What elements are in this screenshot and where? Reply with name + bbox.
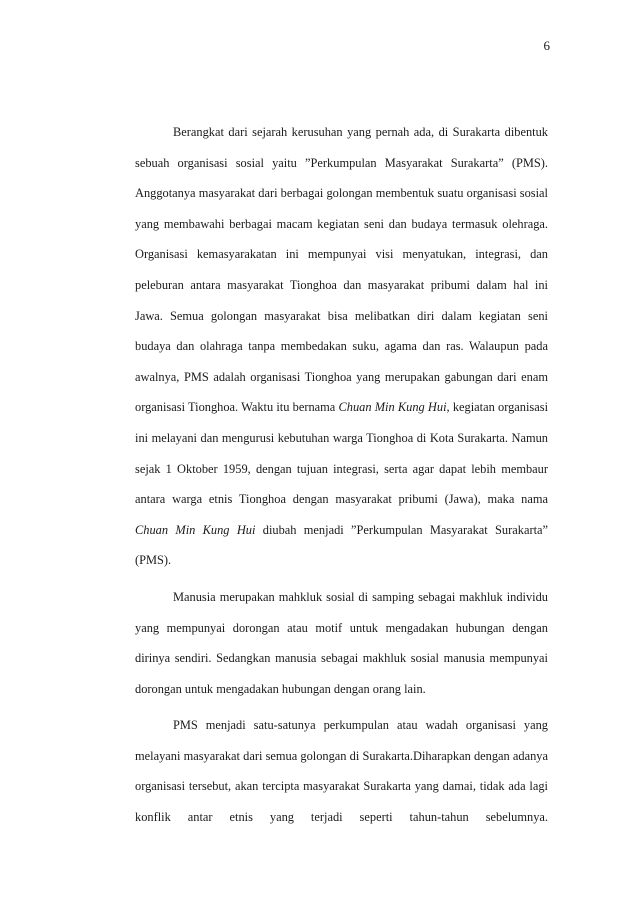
italic-term: Chuan Min Kung Hui (338, 400, 447, 415)
page-number: 6 (543, 38, 550, 53)
paragraph-text: , kegiatan organisasi ini melayani dan mengurusi kebutuhan warga Tionghoa di Kota Surakarta. Namun sejak 1 Oktober 1959, dengan tujuan integrasi, serta agar dapat lebih membaur antara warga etnis Tionghoa dengan masyarakat pribumi (Jawa), maka nama (135, 400, 549, 507)
paragraph (135, 117, 548, 576)
paragraph-text: Berangkat dari sejarah kerusuhan yang pernah ada, di Surakarta dibentuk sebuah organisasi sosial yaitu ”Perkumpulan Masyarakat Surakarta” (PMS). Anggotanya masyarakat dari berbagai golongan membentuk suatu organisasi sosial yang membawahi berbagai macam kegiatan seni dan budaya termasuk olehraga. Organisasi kemasyarakatan ini mempunyai visi menyatukan, integrasi, dan peleburan antara masyarakat Tionghoa dan masyarakat pribumi dalam hal ini Jawa. Semua golongan masyarakat bisa melibatkan diri dalam kegiatan seni budaya dan olahraga tanpa membedakan suku, agama dan ras. Walaupun pada awalnya, PMS adalah organisasi Tionghoa yang merupakan gabungan dari enam organisasi Tionghoa. Waktu itu bernama (135, 125, 548, 415)
paragraph (135, 582, 548, 704)
paragraph-text: PMS menjadi satu-satunya perkumpulan atau wadah organisasi yang melayani masyarakat dari semua golongan di Surakarta.Diharapkan dengan adanya organisasi tersebut, akan tercipta masyarakat Surakarta yang damai, tidak ada lagi konflik antar etnis yang terjadi seperti tahun-tahun sebelumnya. (135, 718, 548, 825)
body-text (135, 117, 548, 833)
paragraph-text: Manusia merupakan mahkluk sosial di samping sebagai makhluk individu yang mempunyai dorongan atau motif untuk mengadakan hubungan dengan dirinya sendiri. Sedangkan manusia sebagai makhluk sosial manusia mempunyai dorongan untuk mengadakan hubungan dengan orang lain. (135, 589, 548, 696)
italic-term: Chuan Min Kung Hui (135, 522, 256, 537)
paragraph (135, 710, 548, 832)
paragraph-text: diubah menjadi ”Perkumpulan Masyarakat Surakarta” (PMS). (135, 522, 549, 568)
